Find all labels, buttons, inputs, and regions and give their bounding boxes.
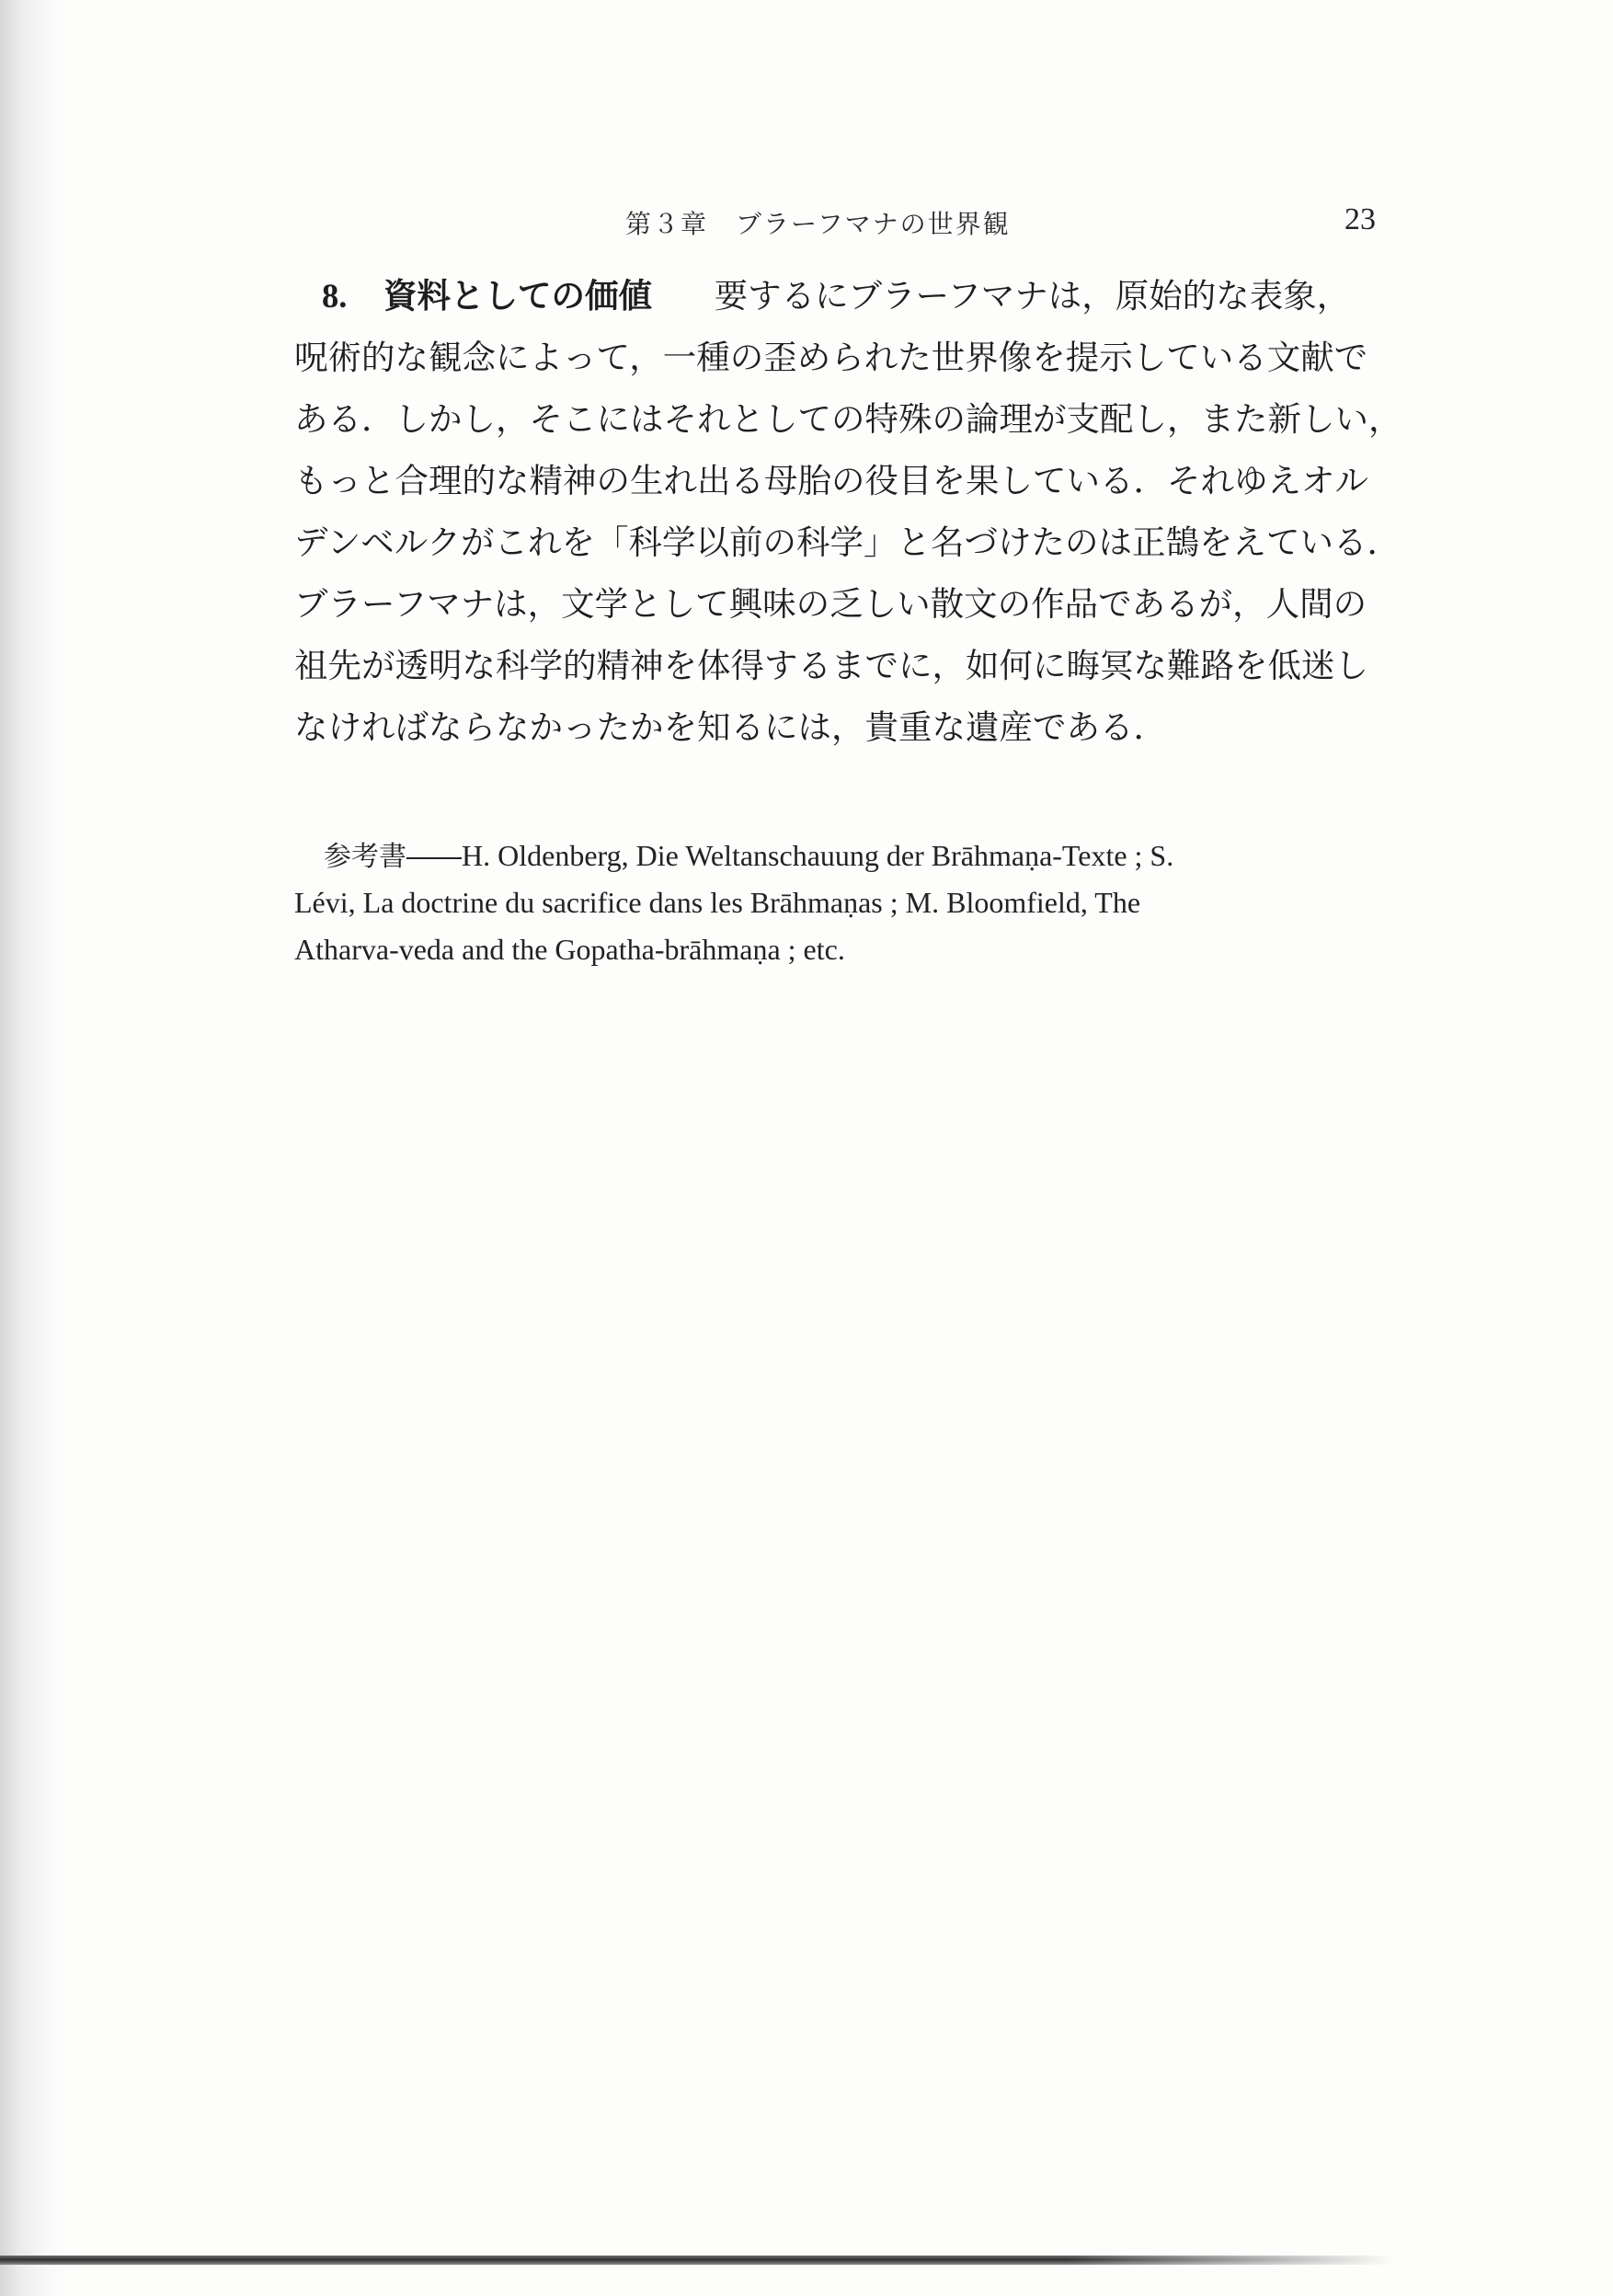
section-body [294,265,1402,758]
paragraph-line: もっと合理的な精神の生れ出る母胎の役目を果している．それゆえオル [294,461,1368,500]
paragraph-line: 呪術的な観念によって，一種の歪められた世界像を提示している文献で [294,338,1368,377]
reference-line: Lévi, La doctrine du sacrifice dans les Brāhmaṇas ; M. Bloomfield, The [294,886,1141,919]
paragraph-line: 要するにブラーフマナは，原始的な表象， [714,276,1351,316]
page-number: 23 [1344,202,1376,236]
running-head: 第３章 ブラーフマナの世界観 [625,209,1011,239]
reference-line: Atharva-veda and the Gopatha-brāhmaṇa ; etc. [294,933,845,966]
page-bottom-edge-fade [1067,2256,1613,2265]
section-first-line [294,265,1379,327]
section-title: 資料としての価値 [383,276,652,316]
paragraph-line: デンベルクがこれを「科学以前の科学」と名づけたのは正鵠をえている． [294,522,1401,562]
reference-text: H. Oldenberg, Die Weltanschauung der Brāhmaṇa-Texte ; S. [462,839,1174,872]
reference-line [324,832,1390,879]
references-label: 参考書―― [324,841,462,873]
paragraph-line: ブラーフマナは，文学として興味の乏しい散文の作品であるが，人間の [294,584,1367,624]
scan-gutter-shadow [0,0,66,2296]
references-block [294,832,1390,973]
section-number: 8. [322,277,348,315]
paragraph-line: なければならなかったかを知るには，貴重な遺産である． [294,707,1167,747]
paragraph-line: 祖先が透明な科学的精神を体得するまでに，如何に晦冥な難路を低迷し [294,646,1368,685]
paragraph-line: ある．しかし，そこにはそれとしての特殊の論理が支配し，また新しい， [294,399,1402,439]
